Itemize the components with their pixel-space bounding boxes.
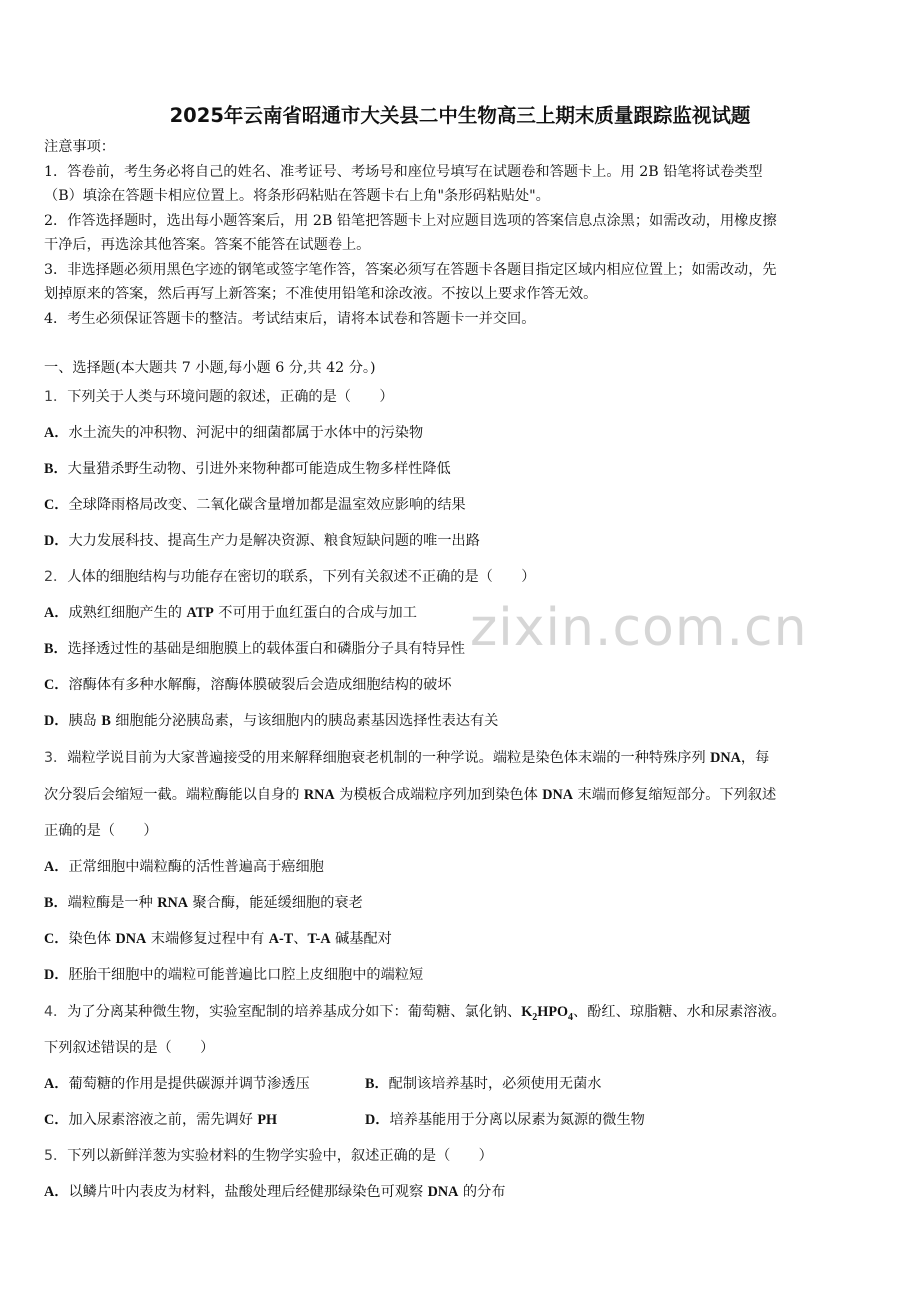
question-number: 4． (44, 1004, 68, 1020)
notes-line: 划掉原来的答案，然后再写上新答案；不准使用铅笔和涂改液。不按以上要求作答无效。 (44, 286, 598, 302)
option-text: 加入尿素溶液之前，需先调好 (68, 1112, 258, 1128)
question-3-option-d (44, 964, 423, 984)
notes-line: 3．非选择题必须用黑色字迹的钢笔或签字笔作答，答案必须写在答题卡各题目指定区域内相应位置上；如需改动，先 (44, 261, 777, 278)
option-text: 溶酶体有多种水解酶，溶酶体膜破裂后会造成细胞结构的破坏 (68, 677, 452, 693)
option-label: A． (44, 425, 69, 441)
question-text: 次分裂后会缩短一截。端粒酶能以自身的 (44, 787, 304, 803)
term-rna: RNA (157, 895, 189, 911)
question-3-stem-line-2 (44, 784, 776, 804)
option-text: 培养基能用于分离以尿素为氮源的微生物 (389, 1112, 645, 1128)
option-label: C． (44, 677, 69, 693)
question-text: 末端而修复缩短部分。下列叙述 (573, 787, 777, 803)
term-a-t: A-T (268, 931, 294, 947)
option-label: C． (44, 931, 69, 947)
notes-section (44, 135, 880, 331)
option-text: 水土流失的冲积物、河泥中的细菌都属于水体中的污染物 (68, 425, 424, 441)
option-text: 的分布 (458, 1184, 506, 1200)
term-dna: DNA (115, 931, 147, 947)
option-text: 正常细胞中端粒酶的活性普遍高于癌细胞 (68, 859, 324, 875)
question-text: 人体的细胞结构与功能存在密切的联系，下列有关叙述不正确的是（ ） (67, 569, 536, 585)
question-1-option-c (44, 494, 466, 514)
question-2-option-c (44, 674, 452, 694)
option-text: 聚合酶，能延缓细胞的衰老 (188, 895, 363, 911)
question-1-stem (44, 386, 394, 406)
option-text: 胰岛 (68, 713, 102, 729)
question-4-option-b (365, 1073, 601, 1093)
option-text: 胚胎干细胞中的端粒可能普遍比口腔上皮细胞中的端粒短 (68, 967, 424, 983)
term-hpo: HPO (537, 1004, 569, 1020)
question-2-option-b (44, 638, 465, 658)
term-atp: ATP (186, 605, 214, 621)
term-dna: DNA (542, 787, 574, 803)
notes-line: 4．考生必须保证答题卡的整洁。考试结束后，请将本试卷和答题卡一并交回。 (44, 310, 536, 327)
term-b: B (101, 713, 111, 729)
option-label: A． (44, 1184, 69, 1200)
question-2-option-d (44, 710, 498, 730)
option-text: 配制该培养基时，必须使用无菌水 (388, 1076, 602, 1092)
question-text: ，每 (740, 750, 770, 766)
option-text: 大量猎杀野生动物、引进外来物种都可能造成生物多样性降低 (67, 461, 451, 477)
section-heading: 一、选择题(本大题共 7 小题,每小题 6 分,共 42 分。) (44, 360, 376, 376)
option-text: 端粒酶是一种 (67, 895, 158, 911)
question-1-option-b (44, 458, 451, 478)
option-label: B． (365, 1076, 389, 1092)
question-text: 下列以新鲜洋葱为实验材料的生物学实验中，叙述正确的是（ ） (67, 1148, 493, 1164)
option-text: 不可用于血红蛋白的合成与加工 (213, 605, 417, 621)
question-number: 5． (44, 1148, 68, 1164)
option-text: 碱基配对 (330, 931, 392, 947)
term-dna: DNA (710, 750, 741, 766)
question-2-option-a (44, 602, 417, 622)
option-label: C． (44, 1112, 69, 1128)
question-1-option-a (44, 422, 423, 442)
question-text: 、酚红、琼脂糖、水和尿素溶液。 (573, 1004, 786, 1020)
option-text: 细胞能分泌胰岛素，与该细胞内的胰岛素基因选择性表达有关 (110, 713, 499, 729)
question-text: 为了分离某种微生物，实验室配制的培养基成分如下：葡萄糖、氯化钠、 (67, 1004, 522, 1020)
question-4-stem-line-2: 下列叙述错误的是（ ） (44, 1040, 215, 1056)
question-1-option-d (44, 530, 480, 550)
question-4-stem-line-1 (44, 1001, 786, 1023)
option-label: A． (44, 1076, 69, 1092)
option-text: 大力发展科技、提高生产力是解决资源、粮食短缺问题的唯一出路 (68, 533, 480, 549)
question-4-option-d (365, 1109, 645, 1129)
option-label: B． (44, 641, 68, 657)
option-text: 末端修复过程中有 (146, 931, 269, 947)
option-text: 成熟红细胞产生的 (68, 605, 187, 621)
notes-heading: 注意事项： (44, 139, 115, 155)
option-text: 以鳞片叶内表皮为材料，盐酸处理后经健那绿染色可观察 (68, 1184, 428, 1200)
question-number: 1． (44, 389, 68, 405)
term-ph: PH (257, 1112, 278, 1128)
option-text: 全球降雨格局改变、二氧化碳含量增加都是温室效应影响的结果 (68, 497, 466, 513)
subscript: 2 (532, 1011, 538, 1023)
option-text: 葡萄糖的作用是提供碳源并调节渗透压 (68, 1076, 310, 1092)
question-5-option-a (44, 1181, 505, 1201)
subscript: 4 (568, 1011, 574, 1023)
question-text: 端粒学说目前为大家普遍接受的用来解释细胞衰老机制的一种学说。端粒是染色体末端的一种特殊序列 (67, 750, 711, 766)
question-5-stem (44, 1145, 493, 1165)
option-text: 染色体 (68, 931, 116, 947)
question-3-stem-line-1 (44, 747, 769, 767)
question-3-option-a (44, 856, 324, 876)
watermark: zixin.com.cn (470, 598, 808, 658)
exam-title: 2025年云南省昭通市大关县二中生物高三上期末质量跟踪监视试题 (169, 104, 751, 127)
term-t-a: T-A (307, 931, 331, 947)
question-4-option-c (44, 1109, 277, 1129)
question-text: 为模板合成端粒序列加到染色体 (334, 787, 543, 803)
notes-line: 2．作答选择题时，选出每小题答案后，用 2B 铅笔把答题卡上对应题目选项的答案信息点涂黑；如需改动，用橡皮擦 (44, 212, 777, 229)
option-label: D． (44, 713, 69, 729)
question-number: 2． (44, 569, 68, 585)
option-label: C． (44, 497, 69, 513)
term-dna: DNA (427, 1184, 459, 1200)
question-3-option-b (44, 892, 363, 912)
notes-line: （B）填涂在答题卡相应位置上。将条形码粘贴在答题卡右上角"条形码粘贴处"。 (44, 188, 550, 204)
option-label: D． (44, 967, 69, 983)
option-text: 选择透过性的基础是细胞膜上的载体蛋白和磷脂分子具有特异性 (67, 641, 465, 657)
option-label: B． (44, 461, 68, 477)
notes-line: 干净后，再选涂其他答案。答案不能答在试题卷上。 (44, 237, 371, 253)
question-3-stem-line-3: 正确的是（ ） (44, 823, 158, 839)
option-text: 、 (293, 931, 308, 947)
option-label: A． (44, 605, 69, 621)
question-3-option-c (44, 928, 392, 948)
question-text: 下列关于人类与环境问题的叙述，正确的是（ ） (67, 389, 394, 405)
option-label: B． (44, 895, 68, 911)
term-k: K (521, 1004, 533, 1020)
term-rna: RNA (303, 787, 335, 803)
question-number: 3． (44, 750, 68, 766)
option-label: D． (44, 533, 69, 549)
option-label: D． (365, 1112, 390, 1128)
question-4-option-a (44, 1073, 310, 1093)
notes-line: 1．答卷前，考生务必将自己的姓名、准考证号、考场号和座位号填写在试题卷和答题卡上。用 2B 铅笔将试卷类型 (44, 163, 763, 180)
option-label: A． (44, 859, 69, 875)
question-2-stem (44, 566, 535, 586)
